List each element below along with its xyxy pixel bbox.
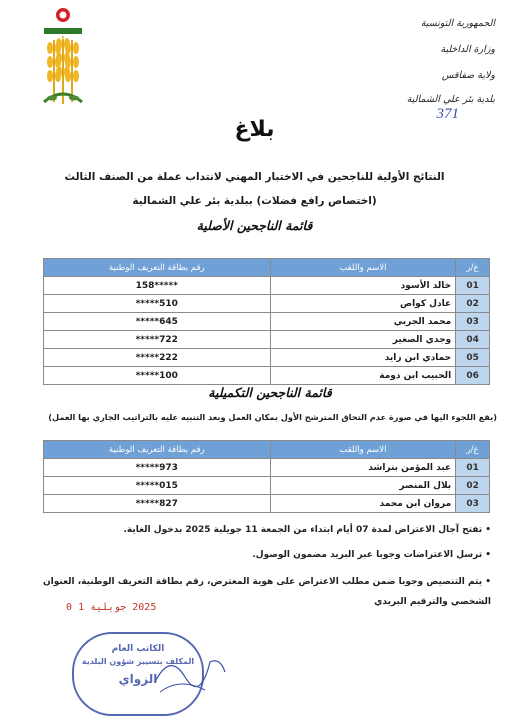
col-name: الاسم واللقب <box>270 259 456 277</box>
table-row: 03 محمد الجربي *****645 <box>44 313 490 331</box>
table-row: 05 حمادي ابن زايد *****222 <box>44 349 490 367</box>
note-objection-content: • يتم التنصيص وجوبا ضمن مطلب الاعتراض على هوية المعترض، رقم بطاقة التعريف الوطنية، العنوان الشخصي والترقيم البريدي <box>43 577 491 607</box>
table-header-row <box>44 441 490 459</box>
table-row: 06 الحبيب ابن دومة *****100 <box>44 367 490 385</box>
table-row: 02 بلال المنصر *****015 <box>44 477 490 495</box>
reserve-list-note: (يقع اللجوء اليها في صورة عدم التحاق المترشح الأول بمكان العمل وبعد التنبيه عليه بالتراتيب الجاري بها العمل) <box>48 412 497 422</box>
header-ministry: وزارة الداخلية <box>440 44 495 55</box>
col-num: ع/ر <box>456 441 490 459</box>
municipality-logo <box>40 6 86 116</box>
stamp-name: الزواي <box>118 672 158 686</box>
table-row: 01 خالد الأسود 158***** <box>44 277 490 295</box>
note-objection-period: • تفتح آجال الاعتراض لمدة 07 أيام ابتداء من الجمعة 11 جويلية 2025 بدخول الغاية. <box>123 525 491 535</box>
col-name: الاسم واللقب <box>270 441 456 459</box>
table-row: 01 عبد المؤمن بنراشد *****973 <box>44 459 490 477</box>
reference-number: 371 <box>436 106 459 122</box>
table-row: 04 وجدي الصغير *****722 <box>44 331 490 349</box>
table-row: 03 مروان ابن محمد *****827 <box>44 495 490 513</box>
header-republic: الجمهورية التونسية <box>420 18 495 29</box>
header-governorate: ولاية صفاقس <box>441 70 495 81</box>
col-id: رقم بطاقة التعريف الوطنية <box>44 259 271 277</box>
page-title: بلاغ <box>234 117 275 142</box>
signature-scribble <box>150 642 230 706</box>
stamp-title: الكاتب العام <box>111 644 165 654</box>
reserve-list-table <box>43 440 490 513</box>
table-row: 02 عادل كواص *****510 <box>44 295 490 313</box>
main-list-table <box>43 258 490 385</box>
date-stamp: 2025 جويلية 1 0 <box>66 602 157 613</box>
subtitle-line-2: (اختصاص رافع فضلات) ببلدية بئر علي الشمالية <box>132 195 377 207</box>
col-id: رقم بطاقة التعريف الوطنية <box>44 441 271 459</box>
col-num: ع/ر <box>456 259 490 277</box>
subtitle-line-1: النتائج الأولية للناجحين في الاختبار المهني لانتداب عملة من الصنف الثالث <box>64 171 445 183</box>
logo-label: بلدية بئر علي الشمالية <box>42 36 84 41</box>
stamp-role: المكلف بتسيير شؤون البلدية <box>81 657 195 666</box>
main-list-title: قائمة الناجحين الأصلية <box>196 218 313 233</box>
note-registered-mail: • ترسل الاعتراضات وجوبا عبر البريد مضمون الوصول. <box>252 550 491 560</box>
reserve-list-title: قائمة الناجحين التكميلية <box>208 385 332 400</box>
table-header-row <box>44 259 490 277</box>
header-municipality: بلدية بئر علي الشمالية <box>406 94 495 105</box>
